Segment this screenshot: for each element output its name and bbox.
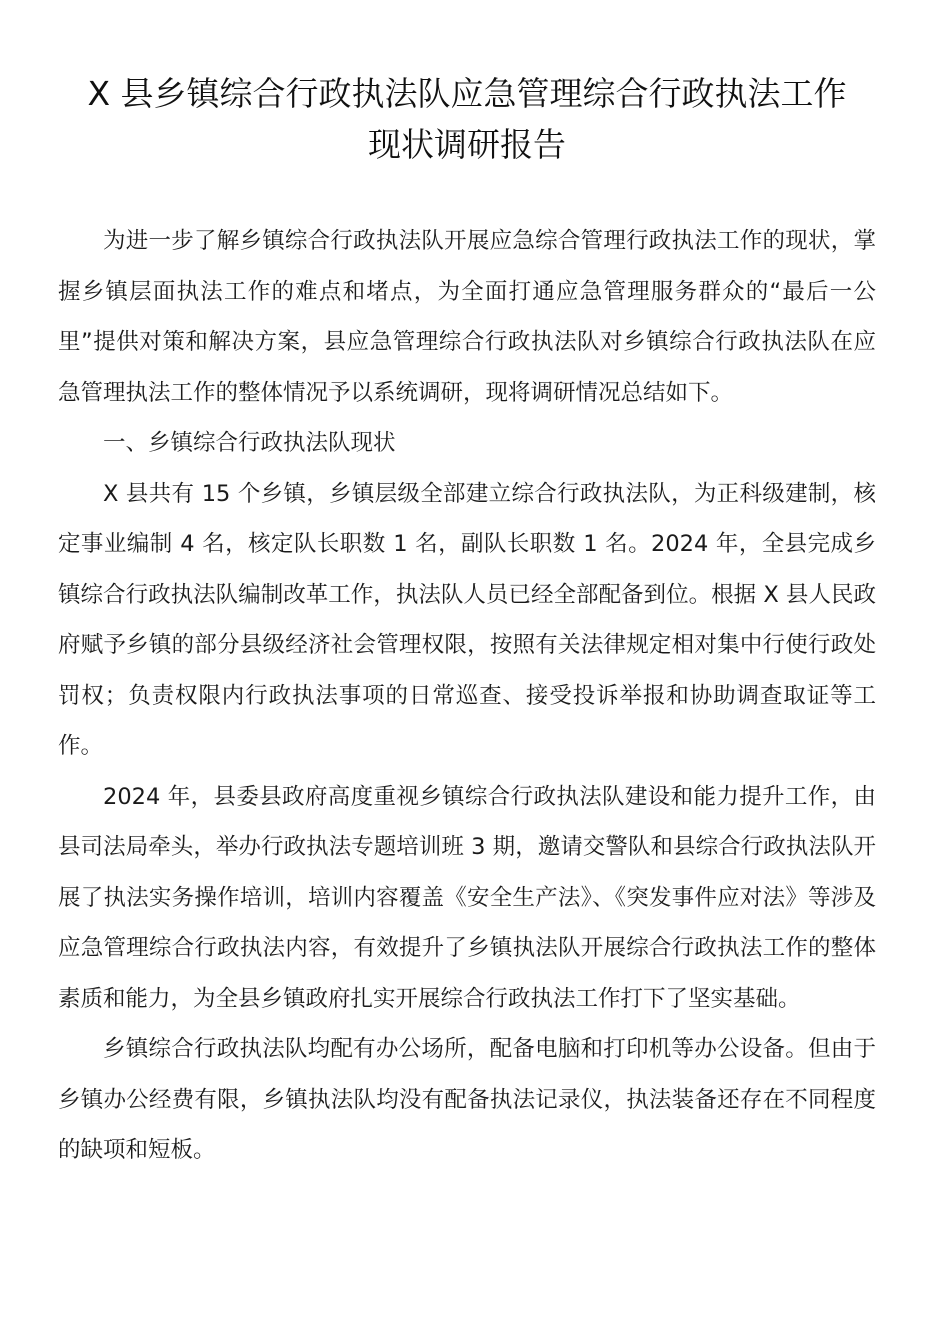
title-line-1: X 县乡镇综合行政执法队应急管理综合行政执法工作: [87, 74, 847, 113]
section1-paragraph-1: X 县共有 15 个乡镇，乡镇层级全部建立综合行政执法队，为正科级建制，核定事业编制 4 名，核定队长职数 1 名，副队长职数 1 名。2024 年，全县完成乡镇综合行政执法队编制改革工作，执法队人员已经全部配备到位。根据 X 县人民政府赋予乡镇的部分县级经济社会管理权限，按照有关法律规定相对集中行使行政处罚权；负责权限内行政执法事项的日常巡查、接受投诉举报和协助调查取证等工作。: [58, 480, 876, 759]
section1-paragraph-3: 乡镇综合行政执法队均配有办公场所，配备电脑和打印机等办公设备。但由于乡镇办公经费有限，乡镇执法队均没有配备执法记录仪，执法装备还存在不同程度的缺项和短板。: [58, 1036, 876, 1163]
document-body: [58, 216, 876, 1176]
document-page: [58, 68, 876, 1176]
title-line-2: 现状调研报告: [368, 125, 566, 164]
section-heading-1: 一、乡镇综合行政执法队现状: [103, 430, 396, 456]
document-title: [58, 68, 876, 170]
intro-paragraph: 为进一步了解乡镇综合行政执法队开展应急综合管理行政执法工作的现状，掌握乡镇层面执法工作的难点和堵点，为全面打通应急管理服务群众的“最后一公里”提供对策和解决方案，县应急管理综合行政执法队对乡镇综合行政执法队在应急管理执法工作的整体情况予以系统调研，现将调研情况总结如下。: [58, 228, 876, 406]
section1-paragraph-2: 2024 年，县委县政府高度重视乡镇综合行政执法队建设和能力提升工作，由县司法局牵头，举办行政执法专题培训班 3 期，邀请交警队和县综合行政执法队开展了执法实务操作培训，培训内容覆盖《安全生产法》、《突发事件应对法》等涉及应急管理综合行政执法内容，有效提升了乡镇执法队开展综合行政执法工作的整体素质和能力，为全县乡镇政府扎实开展综合行政执法工作打下了坚实基础。: [58, 783, 876, 1012]
